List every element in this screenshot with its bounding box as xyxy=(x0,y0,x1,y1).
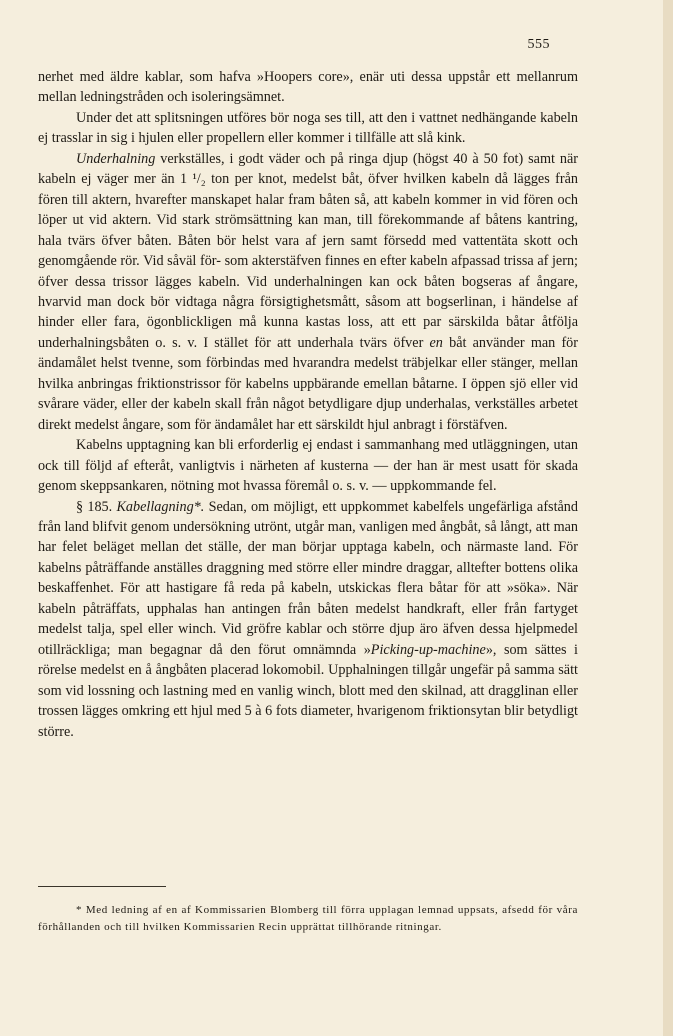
paragraph-text: nerhet med äldre kablar, som hafva »Hoopers core», enär uti dessa uppstår ett mellanrum mellan ledningstråden och isoleringsämnet. xyxy=(38,69,578,106)
paragraph-3 xyxy=(38,149,578,435)
paragraph-5 xyxy=(38,497,578,742)
paragraph-text: båt använder man för ändamålet helst tvenne, som förbindas med hvarandra medelst träbjelkar eller stänger, mellan hvilka anbringas friktionstrissor för kabelns uppbärande emellan båtarne. I öppen sjö eller vid svårare väder, eller der kabeln skall från något betydligare djup underhalas, verkställes arbetet direkt medelst ångare, som för ändamålet har ett särskildt hjul anbragt i förstäfven. xyxy=(38,334,578,433)
paragraph-4 xyxy=(38,435,578,496)
page-number: 555 xyxy=(527,37,550,52)
emphasis-en: en xyxy=(429,334,443,351)
footnote-divider xyxy=(38,886,166,887)
paragraph-text: Under det att splitsningen utföres bör noga ses till, att den i vattnet nedhängande kabeln ej trasslar in sig i hjulen eller propellern eller kommer i tillfälle att slå kink. xyxy=(38,109,578,147)
paragraph-2 xyxy=(38,108,578,149)
paragraph-text: Kabelns upptagning kan bli erforderlig ej endast i sammanhang med utläggningen, utan ock till följd af efteråt, vanligtvis i närheten af kusterna — der han är mest usatt för skada genom skeppsankaren, nötning mot hvassa föremål o. s. v. — uppkommande fel. xyxy=(38,437,578,495)
paragraph-text: Sedan, om möjligt, ett uppkommet kabelfels ungefärliga afstånd från land blifvit genom undersökning utrönt, utgår man, vanligen med ångbåt, så långt, att man har felet beläget mellan det ställe, der man börjar upptaga kabeln, och närmaste land. För kabelns påträffande anställes draggning med större eller mindre draggar, alltefter bottens olika beskaffenhet. För att hastigare få reda på kabeln, utskickas flera båtar för att »söka». När kabeln påträffats, upphalas han antingen från båten medelst handkraft, eller från fartyget medelst talja, spel eller winch. Vid gröfre kablar och större djup äro äfven dessa hjelpmedel otillräckliga; man begagnar då den förut omnämnda » xyxy=(38,498,578,658)
term-picking-up-machine: Picking-up-machine xyxy=(370,641,486,658)
paragraph-text: verkställes, i godt väder och på ringa djup (högst 40 à 50 fot) samt när kabeln ej väger mer än 1 ¹/₂ ton per knot, medelst båt, öfver hvilken kabeln då lägges från fören till aktern, hvarefter manskapet halar fram båten så, att kabeln kommer in vid fören och löper ut vid aktern. Vid stark strömsättning kan man, till förekommande af båtens kantring, hala tvärs öfver båten. Båten bör helst vara af jern samt försedd med vattentäta skott och genomgående rör. Vid såväl för- som akterstäfven finnes en efter kabeln afpassad trissa af jern; öfver dessa trissor lägges kabeln. Vid underhalningen kan ock båten bogseras af ångare, hvarvid man dock bör vidtaga några försigtighetsmått, såsom att bogserlinan, i händelse af hinder eller fara, ögonblickligen må kunna kastas loss, att ett par särskilda båtar åtfölja underhalningsbåten o. s. v. I stället för att underhala tvärs öfver xyxy=(38,150,578,351)
body-text xyxy=(38,67,578,742)
paragraph-1 xyxy=(38,67,578,108)
paragraph-text: », som sättes i rörelse medelst en å ångbåten placerad lokomobil. Upphalningen tillgår ungefär på samma sätt som vid lossning och lastning med en vanlig winch, blott med den skilnad, att dragglinan eller trossen lägges omkring ett hjul med 5 à 6 fots diameter, hvarigenom friktionsytan blir betydligt större. xyxy=(38,641,578,740)
term-underhalning: Underhalning xyxy=(76,150,156,167)
footnote: * Med ledning af en af Kommissarien Blomberg till förra upplagan lemnad uppsats, afsedd för våra förhållanden och till hvilken Kommissarien Recin upprättat tillhörande ritningar. xyxy=(38,904,578,933)
section-title: Kabellagning*. xyxy=(116,498,205,515)
section-number: § 185. xyxy=(76,498,117,515)
